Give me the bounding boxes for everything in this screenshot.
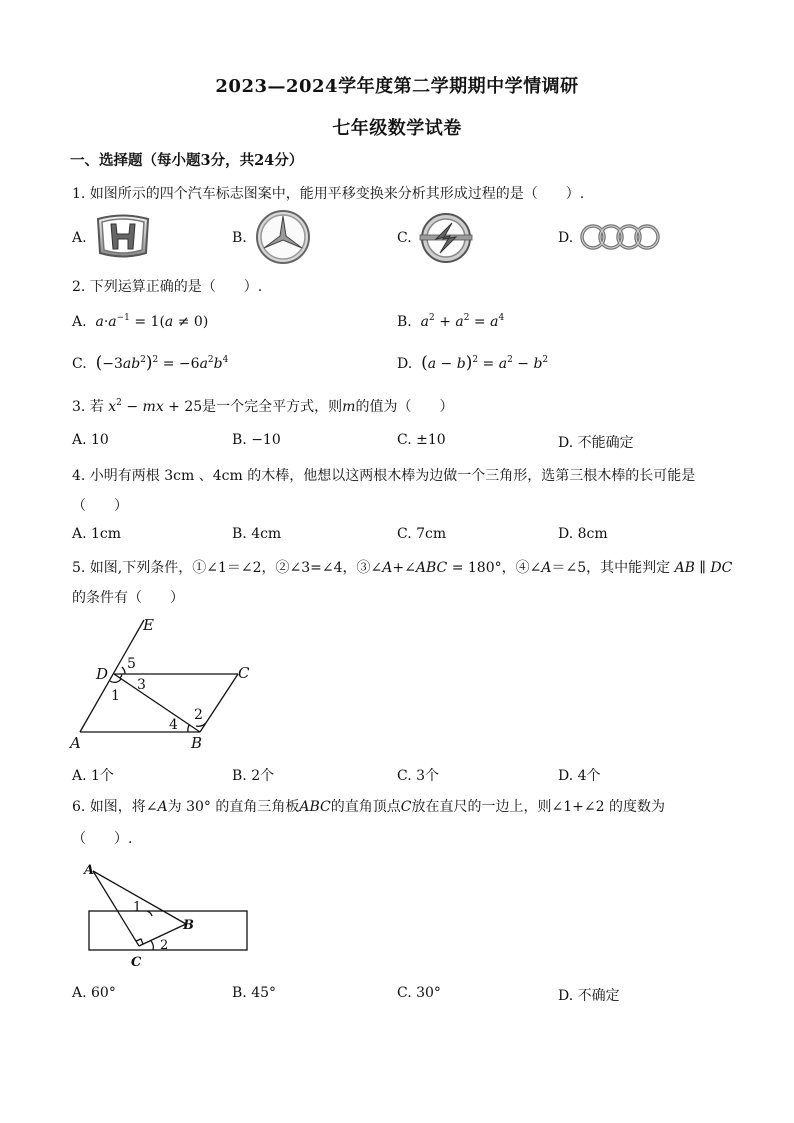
q5-angle-5: 5 (127, 656, 136, 672)
q6-option-b: B. 45° (232, 985, 277, 1001)
q5-label-d: D (96, 665, 109, 683)
q4-option-d: D. 8cm (558, 526, 608, 542)
q6-line-ab (93, 871, 186, 924)
q6-figure (80, 858, 260, 974)
q5-label-e: E (143, 616, 154, 634)
q4-option-a: A. 1cm (72, 526, 122, 542)
q6-label-b: B (183, 918, 194, 933)
q5-stem: 5. 如图,下列条件，①∠1＝∠2，②∠3=∠4，③∠A+∠ABC = 180°，④∠A＝∠5，其中能判定 AB ∥ DC (72, 560, 733, 576)
q1-label-b: B. (232, 230, 247, 246)
honda-logo-icon (92, 211, 154, 261)
q5-angle-2: 2 (194, 707, 203, 723)
q5-angle-3: 3 (137, 677, 146, 693)
q5-angle-arc-4 (188, 725, 189, 732)
q5-line-ae (80, 620, 144, 732)
q6-angle-arc-2 (151, 941, 153, 950)
q6-option-c: C. 30° (397, 985, 441, 1001)
q2-option-b: B. $a^2 + a^2 = a^4$ (397, 313, 505, 330)
q6-option-a: A. 60° (72, 985, 116, 1001)
q3-option-a: A. 10 (72, 432, 109, 448)
q2-option-a: A. $a\cdot a^{-1} = 1(a \ne 0)$ (72, 313, 209, 330)
q6-label-c: C (131, 955, 142, 970)
q1-label-a: A. (72, 230, 87, 246)
q5-option-a: A. 1个 (72, 768, 114, 784)
q5-angle-4: 4 (169, 717, 178, 733)
q6-stem-cont: （ ）. (72, 831, 133, 847)
opel-logo-icon (416, 211, 476, 265)
q6-angle-1: 1 (133, 900, 142, 915)
q3-option-b: B. −10 (232, 432, 281, 448)
q1-stem: 1. 如图所示的四个汽车标志图案中，能用平移变换来分析其形成过程的是（ ）. (72, 186, 585, 202)
q6-angle-2: 2 (160, 938, 169, 953)
q4-option-b: B. 4cm (232, 526, 282, 542)
exam-title: 2023—2024学年度第二学期期中学情调研 (215, 76, 579, 97)
q3-stem: 3. 若 $x^2$ − mx + 25是一个完全平方式，则m的值为（ ） (72, 398, 454, 415)
q5-figure (66, 612, 266, 754)
q4-option-c: C. 7cm (397, 526, 447, 542)
q6-stem: 6. 如图，将∠A为 30° 的直角三角板ABC的直角顶点C放在直尺的一边上，则∠1+∠2 的度数为 (72, 799, 665, 815)
q5-angle-1: 1 (111, 688, 120, 704)
q1-label-c: C. (397, 230, 412, 246)
q4-stem: 4. 小明有两根 3cm 、4cm 的木棒，他想以这两根木棒为边做一个三角形，选第三根木棒的长可能是 (72, 468, 696, 484)
q3-option-d: D. 不能确定 (558, 435, 634, 451)
audi-logo-icon (579, 222, 661, 252)
q6-option-d: D. 不确定 (558, 988, 620, 1004)
q2-option-c: C. $(-3ab^2)^2 = -6a^2b^4$ (72, 353, 229, 373)
q4-stem-cont: （ ） (72, 498, 128, 514)
q5-label-c: C (238, 664, 250, 682)
q5-label-b: B (191, 734, 203, 752)
exam-subtitle: 七年级数学试卷 (332, 118, 462, 139)
mercedes-logo-icon (253, 208, 313, 266)
q5-label-a: A (70, 734, 81, 752)
q5-stem-cont: 的条件有（ ） (72, 590, 184, 606)
q2-stem: 2. 下列运算正确的是（ ）. (72, 279, 263, 295)
q5-line-db (114, 674, 200, 732)
q5-option-d: D. 4个 (558, 768, 601, 784)
q3-option-c: C. ±10 (397, 432, 446, 448)
section-heading: 一、选择题（每小题3分，共24分） (70, 152, 304, 169)
q2-option-d: D. $(a - b)^2 = a^2 - b^2$ (397, 353, 549, 373)
q6-label-a: A (84, 863, 95, 878)
q5-angle-arc-5 (122, 667, 125, 674)
q6-angle-arc-1 (147, 911, 152, 916)
q5-option-c: C. 3个 (397, 768, 440, 784)
q1-label-d: D. (558, 230, 574, 246)
q5-option-b: B. 2个 (232, 768, 275, 784)
q5-angle-arc-1 (110, 679, 121, 682)
